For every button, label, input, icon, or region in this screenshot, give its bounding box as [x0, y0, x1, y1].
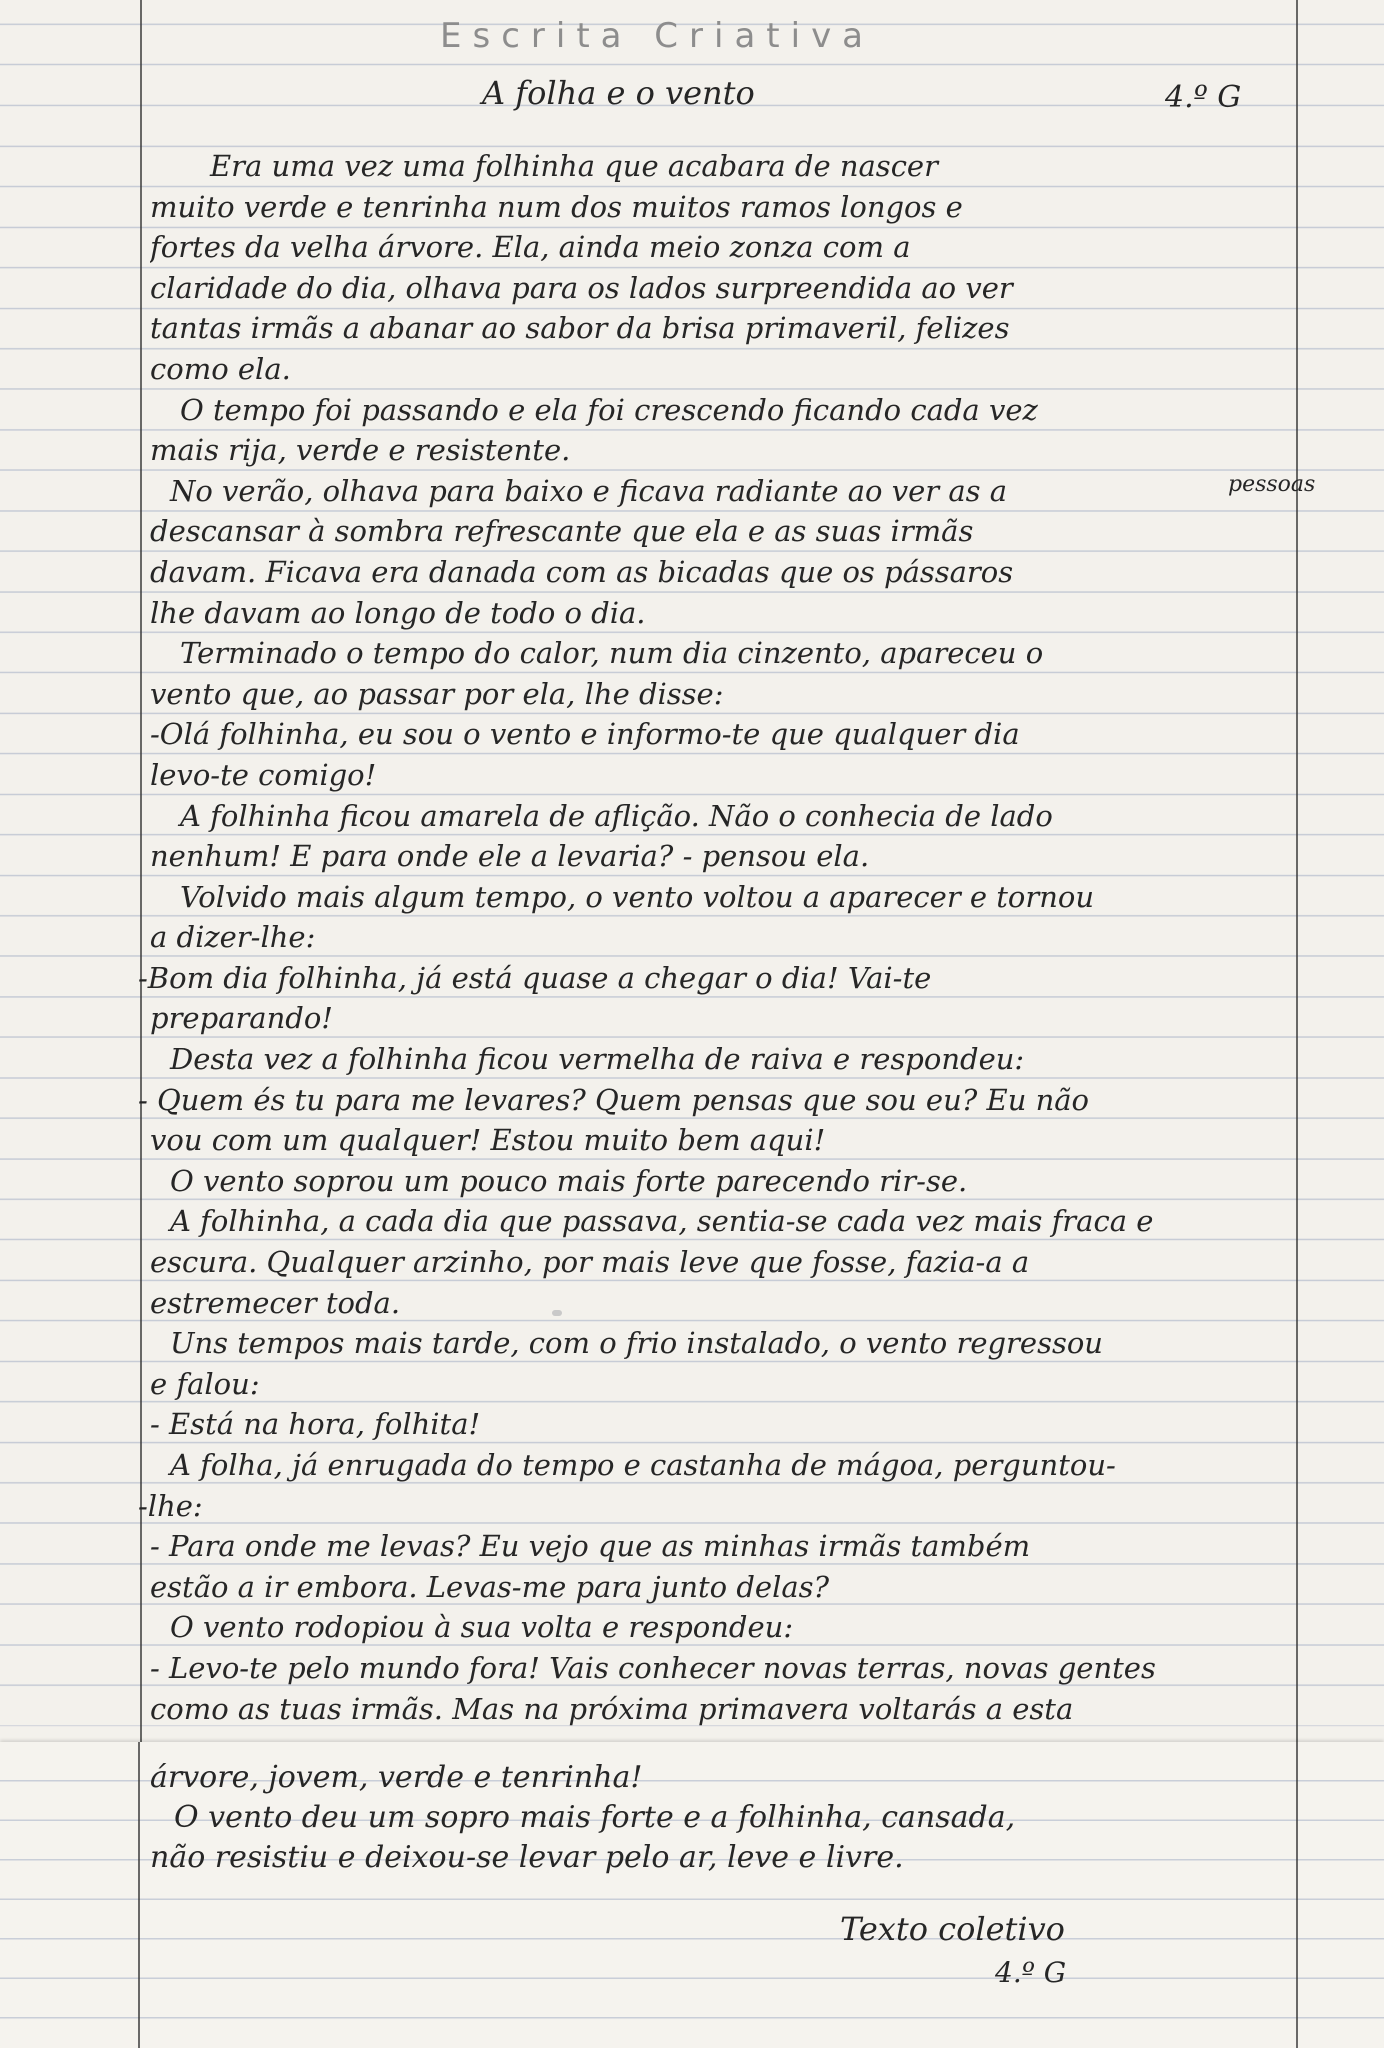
text-line: Desta vez a folhinha ficou vermelha de raiva e respondeu: [170, 1042, 1025, 1077]
text-line: descansar à sombra refrescante que ela e as suas irmãs [150, 514, 974, 549]
text-line: a dizer-lhe: [150, 920, 316, 955]
text-line: - Quem és tu para me levares? Quem pensas que sou eu? Eu não [138, 1082, 1090, 1117]
left-margin-line [138, 1742, 140, 2048]
inserted-word: pessoas [1228, 472, 1316, 497]
text-line: O vento soprou um pouco mais forte parecendo rir-se. [170, 1163, 968, 1198]
text-line: lhe davam ao longo de todo o dia. [150, 595, 646, 630]
text-line: fortes da velha árvore. Ela, ainda meio zonza com a [150, 230, 911, 265]
left-margin-line [140, 0, 142, 1742]
text-line: muito verde e tenrinha num dos muitos ramos longos e [150, 189, 963, 224]
story-text-page-1 [138, 146, 1298, 1729]
text-line: como ela. [150, 351, 291, 386]
text-line: levo-te comigo! [150, 757, 377, 792]
text-line: No verão, olhava para baixo e ficava radiante ao ver as a [170, 473, 1008, 508]
text-line: claridade do dia, olhava para os lados surpreendida ao ver [150, 270, 1013, 305]
text-line: A folhinha, a cada dia que passava, sentia-se cada vez mais fraca e [170, 1204, 1154, 1239]
text-line: davam. Ficava era danada com as bicadas que os pássaros [150, 554, 1014, 589]
text-line: tantas irmãs a abanar ao sabor da brisa primaveril, felizes [150, 311, 1010, 346]
ink-smudge [552, 1310, 562, 1316]
text-line: A folha, já enrugada do tempo e castanha de mágoa, perguntou- [170, 1448, 1116, 1482]
text-line: estão a ir embora. Levas-me para junto delas? [150, 1569, 830, 1604]
page-heading: Escrita Criativa [440, 16, 875, 56]
signature: Texto coletivo [840, 1910, 1065, 1948]
text-line: mais rija, verde e resistente. [150, 433, 571, 468]
text-line: - Para onde me levas? Eu vejo que as minhas irmãs também [150, 1529, 1031, 1564]
text-line: O tempo foi passando e ela foi crescendo ficando cada vez [180, 392, 1038, 427]
story-title: A folha e o vento [482, 74, 755, 112]
text-line: - Levo-te pelo mundo fora! Vais conhecer novas terras, novas gentes [150, 1650, 1156, 1685]
story-text-page-2 [150, 1758, 1298, 1878]
text-line: como as tuas irmãs. Mas na próxima primavera voltarás a esta [150, 1691, 1074, 1726]
text-line: -Bom dia folhinha, já está quase a chegar o dia! Vai-te [138, 960, 932, 995]
text-line: estremecer toda. [150, 1285, 401, 1320]
text-line: não resistiu e deixou-se levar pelo ar, leve e livre. [150, 1840, 904, 1875]
notebook-page-continuation [0, 1742, 1384, 2048]
text-line: -lhe: [138, 1488, 203, 1523]
text-line: Volvido mais algum tempo, o vento voltou a aparecer e tornou [180, 879, 1095, 914]
text-line: Uns tempos mais tarde, com o frio instalado, o vento regressou [170, 1326, 1103, 1361]
text-line: vou com um qualquer! Estou muito bem aqui! [150, 1123, 826, 1158]
text-line: nenhum! E para onde ele a levaria? - pensou ela. [150, 839, 870, 874]
text-line: Era uma vez uma folhinha que acabara de nascer [210, 149, 938, 183]
signature-class-label: 4.º G [995, 1956, 1067, 1989]
text-line: árvore, jovem, verde e tenrinha! [150, 1760, 643, 1795]
text-line: escura. Qualquer arzinho, por mais leve que fosse, fazia-a a [150, 1245, 1030, 1280]
class-label: 4.º G [1165, 80, 1242, 115]
text-line: e falou: [150, 1366, 260, 1401]
text-line: -Olá folhinha, eu sou o vento e informo-te que qualquer dia [150, 717, 1020, 752]
text-line: Terminado o tempo do calor, num dia cinzento, apareceu o [180, 636, 1044, 671]
text-line: O vento rodopiou à sua volta e respondeu: [170, 1610, 794, 1645]
text-line: O vento deu um sopro mais forte e a folhinha, cansada, [174, 1800, 1016, 1835]
text-line: - Está na hora, folhita! [150, 1407, 481, 1442]
text-line: preparando! [150, 1001, 333, 1036]
text-line: vento que, ao passar por ela, lhe disse: [150, 676, 724, 711]
text-line: A folhinha ficou amarela de aflição. Não o conhecia de lado [180, 798, 1053, 833]
